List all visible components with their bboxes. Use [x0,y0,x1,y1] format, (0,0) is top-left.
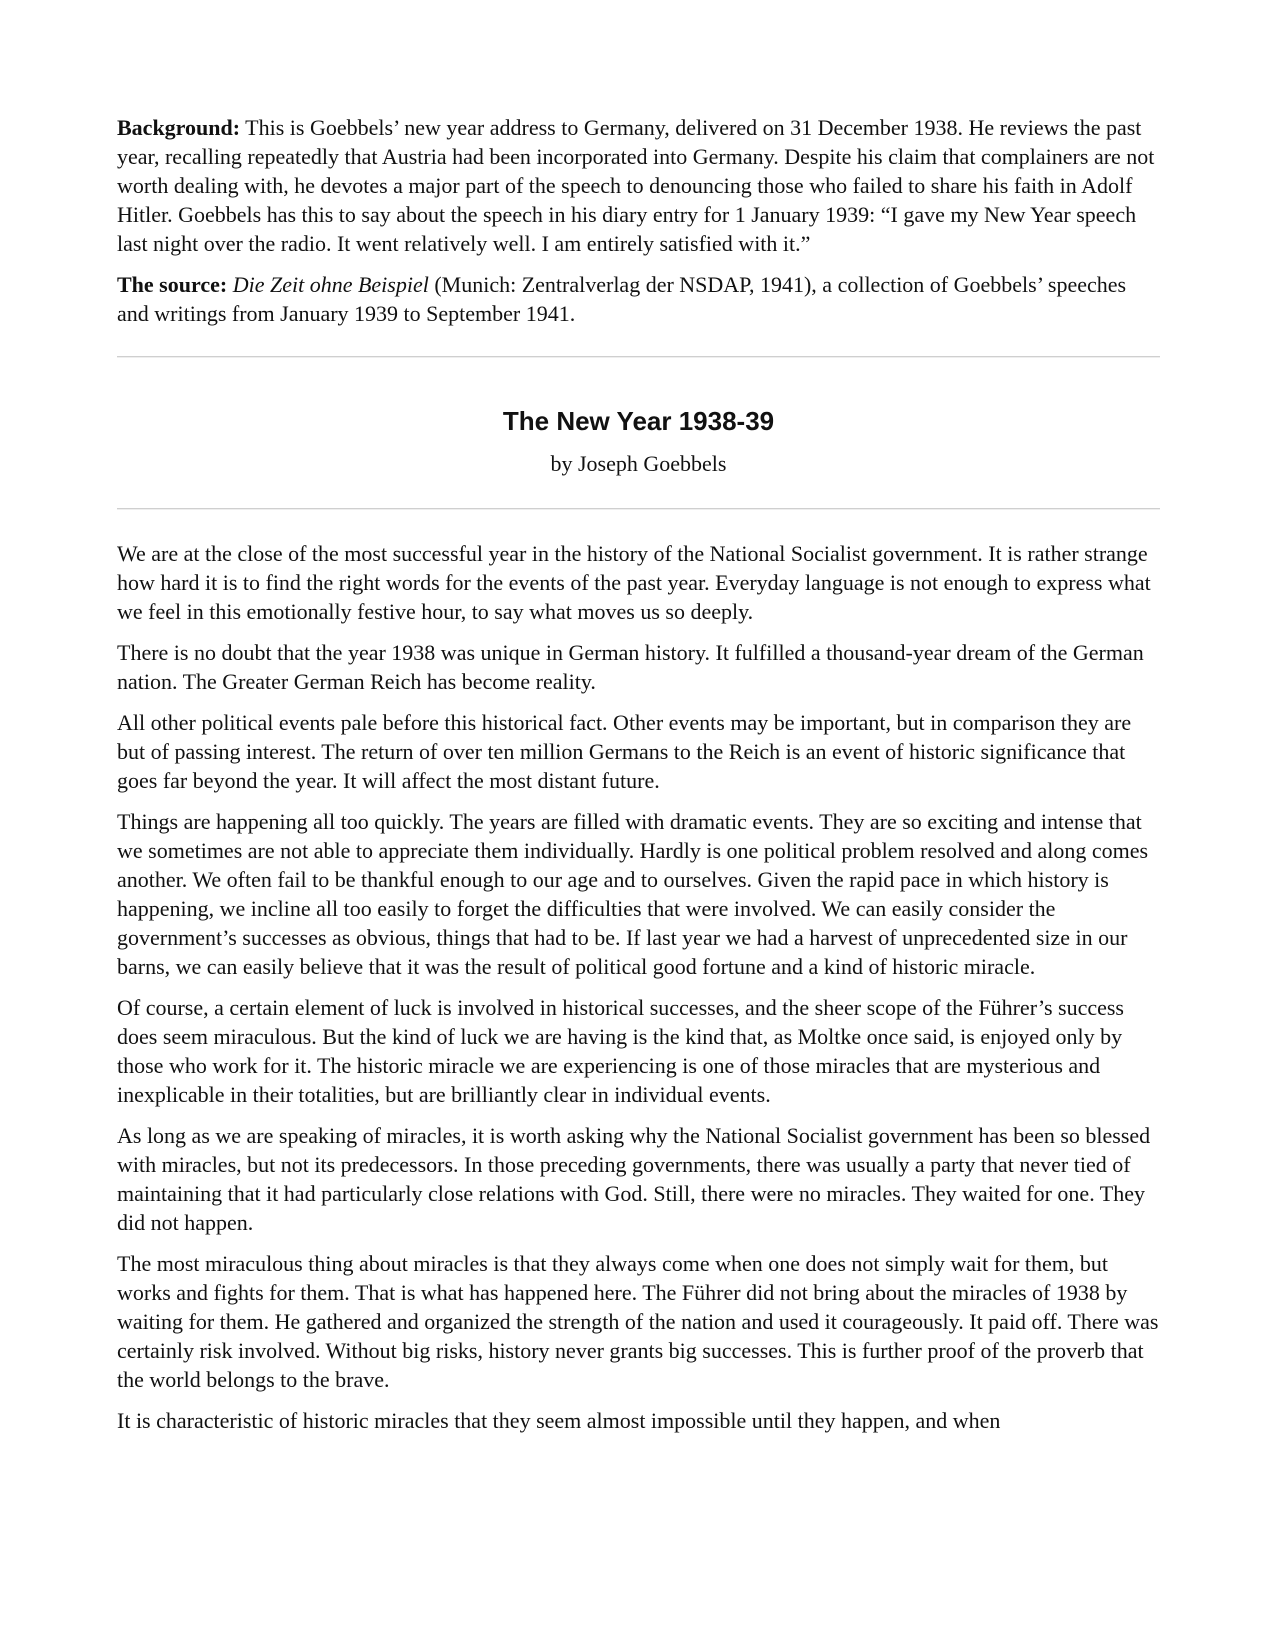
document-page [117,113,1160,1447]
body-paragraph: It is characteristic of historic miracles that they seem almost impossible until they happen, and when [117,1408,1001,1433]
body-paragraph: We are at the close of the most successful year in the history of the National Socialist government. It is rather strange how hard it is to find the right words for the events of the past year. Everyday language is not enough to express what we feel in this emotionally festive hour, to say what moves us so deeply. [117,541,1151,624]
source-text: (Munich: Zentralverlag der NSDAP, 1941), a collection of Goebbels’ speeches and writings from January 1939 to September 1941. [117,272,1127,326]
background-label: Background: [117,115,241,140]
source-label: The source: [117,272,228,297]
source-paragraph [117,270,1160,328]
background-paragraph [117,113,1160,258]
body-paragraph: As long as we are speaking of miracles, it is worth asking why the National Socialist government has been so blessed with miracles, but not its predecessors. In those preceding governments, there was usually a party that never tied of maintaining that it had particularly close relations with God. Still, there were no miracles. They waited for one. They did not happen. [117,1123,1151,1235]
article-byline: by Joseph Goebbels [550,451,727,476]
source-book-title: Die Zeit ohne Beispiel [232,272,429,297]
article-title: The New Year 1938-39 [502,406,775,436]
body-paragraph: The most miraculous thing about miracles is that they always come when one does not simply wait for them, but works and fights for them. That is what has happened here. The Führer did not bring about the miracles of 1938 by waiting for them. He gathered and organized the strength of the nation and used it courageously. It paid off. There was certainly risk involved. Without big risks, history never grants big successes. This is further proof of the proverb that the world belongs to the brave. [117,1251,1159,1392]
divider-bottom [117,508,1160,510]
body-paragraph: Things are happening all too quickly. The years are filled with dramatic events. They are so exciting and intense that we sometimes are not able to appreciate them individually. Hardly is one political problem resolved and along comes another. We often fail to be thankful enough to our age and to ourselves. Given the rapid pace in which history is happening, we incline all too easily to forget the difficulties that were involved. We can easily consider the government’s successes as obvious, things that had to be. If last year we had a harvest of unprecedented size in our barns, we can easily believe that it was the result of political good fortune and a kind of historic miracle. [117,809,1149,979]
background-text: This is Goebbels’ new year address to Germany, delivered on 31 December 1938. He reviews the past year, recalling repeatedly that Austria had been incorporated into Germany. Despite his claim that complainers are not worth dealing with, he devotes a major part of the speech to denouncing those who failed to share his faith in Adolf Hitler. Goebbels has this to say about the speech in his diary entry for 1 January 1939: “I gave my New Year speech last night over the radio. It went relatively well. I am entirely satisfied with it.” [117,115,1155,256]
body-paragraph: There is no doubt that the year 1938 was unique in German history. It fulfilled a thousand-year dream of the German nation. The Greater German Reich has become reality. [117,640,1144,694]
divider-top [117,356,1160,358]
body-paragraph: All other political events pale before this historical fact. Other events may be important, but in comparison they are but of passing interest. The return of over ten million Germans to the Reich is an event of historic significance that goes far beyond the year. It will affect the most distant future. [117,710,1132,793]
article-header [117,404,1160,478]
body-paragraph: Of course, a certain element of luck is involved in historical successes, and the sheer scope of the Führer’s success does seem miraculous. But the kind of luck we are having is the kind that, as Moltke once said, is enjoyed only by those who work for it. The historic miracle we are experiencing is one of those miracles that are mysterious and inexplicable in their totalities, but are brilliantly clear in individual events. [117,995,1124,1107]
article-body [117,539,1160,1435]
